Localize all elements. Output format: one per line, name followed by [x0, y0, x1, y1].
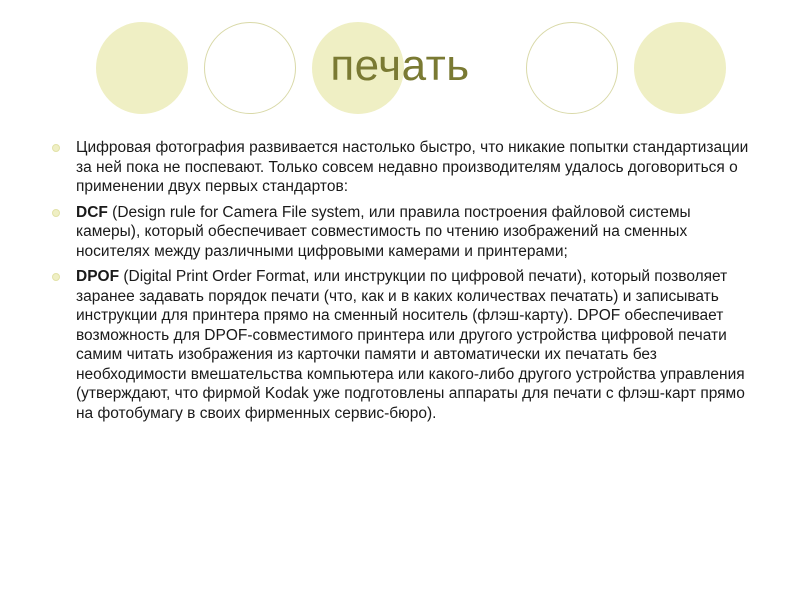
slide-title: печать — [330, 41, 470, 90]
list-item — [42, 138, 758, 197]
list-item-term: DCF — [76, 203, 108, 221]
list-item — [42, 267, 758, 423]
bullet-dot-icon — [52, 209, 60, 217]
list-item-text: Цифровая фотография развивается настолько быстро, что никакие попытки стандартизации за ней пока не поспевают. Только совсем недавно производителям удалось договориться о применении двух первых стандартов: — [76, 139, 749, 195]
bullet-dot-icon — [52, 273, 60, 281]
slide-body — [42, 138, 758, 429]
bullet-dot-icon — [52, 144, 60, 152]
list-item-term: DPOF — [76, 268, 120, 285]
list-item-text: (Digital Print Order Format, или инструкции по цифровой печати), который позволяет заранее задавать порядок печати (что, как и в каких количествах печатать) и записывать инструкции для принтера прямо на сменный носитель (флэш-карту). DPOF обеспечивает возможность для DPOF-совместимого принтера или другого устройства цифровой печати самим читать изображения из карточки памяти и автоматически их печатать без необходимости вмешательства компьютера или какого-либо другого устройства управления (утверждают, что фирмой Kodak уже подготовлены аппараты для печати с флэш-карт прямо на фотобумагу в своих фирменных сервис-бюро). — [76, 268, 745, 422]
list-item — [42, 203, 758, 262]
list-item-text: (Design rule for Camera File system, или правила построения файловой системы камеры), который обеспечивает совместимость по чтению изображений на сменных носителях между различными цифровыми камерами и принтерами; — [76, 203, 691, 260]
